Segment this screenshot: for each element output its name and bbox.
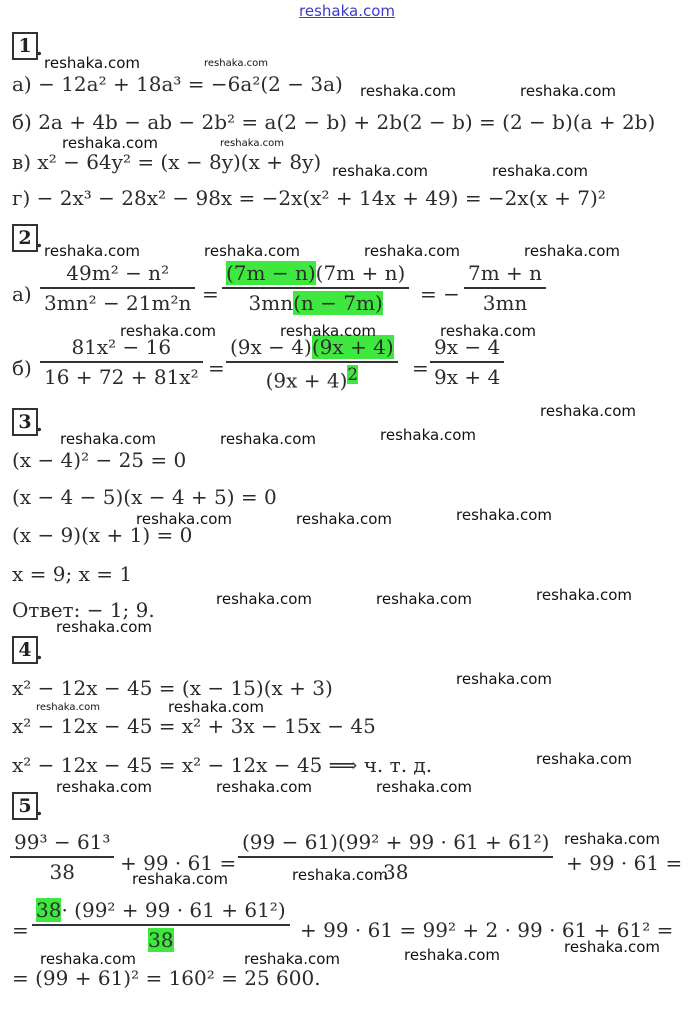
- fraction-bar: [238, 856, 553, 858]
- watermark: reshaka.com: [62, 134, 158, 152]
- fraction-bar: [222, 287, 409, 289]
- watermark: reshaka.com: [204, 242, 300, 260]
- problem-number-1: [12, 32, 38, 60]
- highlight-cancel: 38: [36, 898, 62, 922]
- fraction-numerator: 49m² − n²: [66, 261, 170, 285]
- fraction-denominator: 16 + 72 + 81x²: [44, 364, 199, 389]
- denominator-rest: (9x + 4): [265, 368, 348, 393]
- watermark: reshaka.com: [60, 430, 156, 448]
- watermark: reshaka.com: [540, 402, 636, 420]
- watermark: reshaka.com: [536, 586, 632, 604]
- watermark: reshaka.com: [520, 82, 616, 100]
- watermark: reshaka.com: [440, 322, 536, 340]
- p5-fraction-1: [10, 830, 114, 884]
- numerator-rest: (7m + n): [315, 261, 406, 285]
- p1-line-v: в) x² − 64y² = (x − 8y)(x + 8y): [12, 150, 322, 174]
- fraction-bar: [32, 924, 290, 926]
- fraction-numerator: 7m + n: [468, 261, 543, 285]
- p4-line-3: x² − 12x − 45 = x² − 12x − 45 ⟹ ч. т. д.: [12, 753, 433, 777]
- problem-number-4: [12, 636, 38, 664]
- watermark: reshaka.com: [280, 322, 376, 340]
- p4-line-2: x² − 12x − 45 = x² + 3x − 15x − 45: [12, 714, 376, 738]
- p5-line-3: = (99 + 61)² = 160² = 25 600.: [12, 966, 321, 990]
- problem-number-dot: .: [36, 230, 43, 252]
- watermark: reshaka.com: [244, 950, 340, 968]
- watermark: reshaka.com: [204, 58, 268, 69]
- watermark: reshaka.com: [132, 870, 228, 888]
- watermark: reshaka.com: [364, 242, 460, 260]
- watermark: reshaka.com: [220, 430, 316, 448]
- highlight-cancel: (n − 7m): [293, 290, 383, 315]
- watermark: reshaka.com: [360, 82, 456, 100]
- fraction-denominator: 3mn² − 21m²n: [44, 290, 192, 315]
- problem-number-2-label: 2: [18, 227, 32, 249]
- fraction-denominator: 38: [49, 859, 75, 884]
- watermark: reshaka.com: [380, 426, 476, 444]
- fraction-numerator: 9x − 4: [434, 335, 501, 359]
- p4-line-1: x² − 12x − 45 = (x − 15)(x + 3): [12, 676, 333, 700]
- problem-number-dot: .: [36, 414, 43, 436]
- watermark: reshaka.com: [40, 950, 136, 968]
- p2b-fraction-1: [40, 335, 203, 389]
- p2a-fraction-2: [222, 261, 409, 315]
- fraction-denominator: [245, 291, 387, 315]
- p3-answer: Ответ: − 1; 9.: [12, 598, 155, 622]
- watermark: reshaka.com: [536, 750, 632, 768]
- problem-number-dot: .: [36, 38, 43, 60]
- p2b-fraction-3: [430, 335, 504, 389]
- p5-lead-equals: =: [12, 918, 29, 942]
- fraction-bar: [40, 287, 195, 289]
- fraction-bar: [430, 361, 504, 363]
- fraction-denominator: 3mn: [482, 290, 528, 315]
- watermark: reshaka.com: [56, 778, 152, 796]
- watermark: reshaka.com: [136, 510, 232, 528]
- equals-sign: =: [412, 356, 429, 380]
- problem-number-dot: .: [36, 642, 43, 664]
- p1-line-a: а) − 12a² + 18a³ = −6a²(2 − 3a): [12, 72, 343, 96]
- numerator-rest: (9x − 4): [230, 335, 312, 359]
- p5-fraction-2: [238, 830, 553, 884]
- problem-number-1-label: 1: [18, 35, 32, 57]
- p3-line-3: (x − 9)(x + 1) = 0: [12, 523, 193, 547]
- denominator-rest: 3mn: [248, 290, 294, 315]
- fraction-denominator: 9x + 4: [434, 364, 501, 389]
- watermark: reshaka.com: [292, 866, 388, 884]
- p5-tail-2: + 99 · 61 = 99² + 2 · 99 · 61 + 61² =: [300, 918, 674, 942]
- watermark: reshaka.com: [492, 162, 588, 180]
- p2a-fraction-1: [40, 261, 195, 315]
- p3-line-2: (x − 4 − 5)(x − 4 + 5) = 0: [12, 485, 277, 509]
- watermark: reshaka.com: [120, 322, 216, 340]
- p2-label-a: а): [12, 282, 32, 306]
- problem-number-3: [12, 408, 38, 436]
- equals-minus-sign: = −: [420, 282, 460, 306]
- p5-mid-1: + 99 · 61 =: [120, 851, 237, 875]
- watermark: reshaka.com: [456, 670, 552, 688]
- watermark: reshaka.com: [332, 162, 428, 180]
- watermark: reshaka.com: [376, 590, 472, 608]
- highlight-cancel: 2: [347, 364, 359, 384]
- p1-line-g: г) − 2x³ − 28x² − 98x = −2x(x² + 14x + 49) = −2x(x + 7)²: [12, 186, 606, 210]
- p5-tail-1: + 99 · 61 =: [566, 851, 683, 875]
- p1-line-b: б) 2a + 4b − ab − 2b² = a(2 − b) + 2b(2 − b) = (2 − b)(a + 2b): [12, 110, 656, 134]
- watermark: reshaka.com: [44, 242, 140, 260]
- watermark: reshaka.com: [296, 510, 392, 528]
- fraction-numerator: [32, 898, 290, 922]
- watermark: reshaka.com: [524, 242, 620, 260]
- watermark: reshaka.com: [56, 618, 152, 636]
- problem-number-2: [12, 224, 38, 252]
- watermark: reshaka.com: [564, 830, 660, 848]
- problem-number-5: [12, 792, 38, 820]
- fraction-bar: [226, 361, 398, 363]
- watermark: reshaka.com: [216, 590, 312, 608]
- watermark: reshaka.com: [36, 702, 100, 713]
- fraction-denominator: [144, 928, 177, 952]
- highlight-cancel: (9x + 4): [311, 335, 394, 359]
- equals-sign: =: [208, 356, 225, 380]
- watermark: reshaka.com: [456, 506, 552, 524]
- fraction-bar: [464, 287, 546, 289]
- fraction-bar: [40, 361, 203, 363]
- fraction-denominator: [262, 365, 362, 393]
- fraction-denominator: 38: [382, 859, 409, 884]
- fraction-bar: [10, 856, 114, 858]
- fraction-numerator: 81x² − 16: [71, 335, 172, 359]
- p2-label-b: б): [12, 356, 32, 380]
- p5-fraction-3: [32, 898, 290, 952]
- site-header-link[interactable]: reshaka.com: [299, 2, 395, 20]
- fraction-numerator: 99³ − 61³: [14, 830, 111, 854]
- problem-number-dot: .: [36, 798, 43, 820]
- equals-sign: =: [202, 282, 219, 306]
- watermark: reshaka.com: [220, 138, 284, 149]
- p2b-fraction-2: [226, 335, 398, 392]
- watermark: reshaka.com: [216, 778, 312, 796]
- numerator-rest: · (99² + 99 · 61 + 61²): [61, 898, 286, 922]
- fraction-numerator: (99 − 61)(99² + 99 · 61 + 61²): [242, 830, 550, 854]
- watermark: reshaka.com: [564, 938, 660, 956]
- watermark: reshaka.com: [376, 778, 472, 796]
- highlight-cancel: (7m − n): [226, 261, 316, 285]
- p2a-fraction-3: [464, 261, 546, 315]
- p3-line-1: (x − 4)² − 25 = 0: [12, 448, 187, 472]
- watermark: reshaka.com: [168, 698, 264, 716]
- watermark: reshaka.com: [404, 946, 500, 964]
- problem-number-3-label: 3: [18, 411, 32, 433]
- highlight-cancel: 38: [148, 927, 174, 952]
- watermark: reshaka.com: [44, 54, 140, 72]
- problem-number-4-label: 4: [18, 639, 32, 661]
- fraction-numerator: [222, 261, 409, 285]
- p3-line-4: x = 9; x = 1: [12, 562, 133, 586]
- problem-number-5-label: 5: [18, 795, 32, 817]
